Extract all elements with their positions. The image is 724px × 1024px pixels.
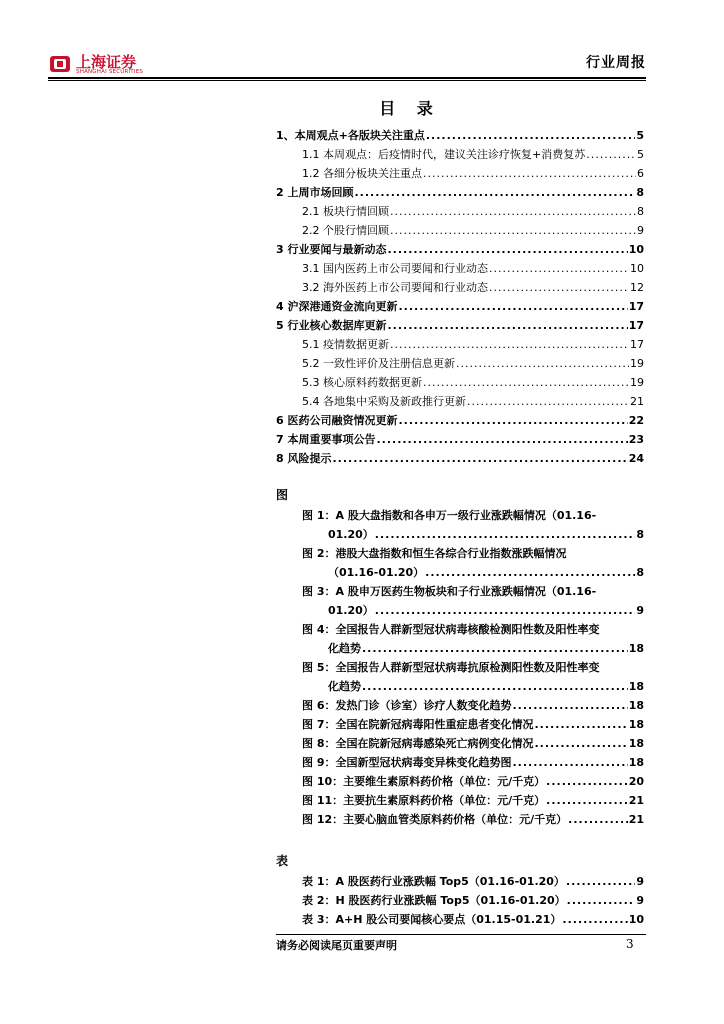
- list-of-figures: [276, 506, 644, 829]
- entry-title: 7 本周重要事项公告: [276, 433, 376, 446]
- entry-page: 6: [637, 167, 644, 180]
- dot-leader: [423, 164, 636, 183]
- list-of-tables: [276, 872, 644, 929]
- figure-entry[interactable]: [276, 810, 644, 829]
- entry-title: 2.2 个股行情回顾: [302, 224, 389, 237]
- toc-entry[interactable]: [276, 316, 644, 335]
- toc-entry[interactable]: [276, 164, 644, 183]
- entry-page: 5: [637, 148, 644, 161]
- dot-leader: [567, 891, 636, 910]
- entry-title: 3.2 海外医药上市公司要闻和行业动态: [302, 281, 488, 294]
- entry-page: 10: [628, 243, 644, 256]
- table-entry[interactable]: [276, 891, 644, 910]
- page-number: 3: [626, 937, 634, 951]
- dot-leader: [512, 753, 627, 772]
- dot-leader: [375, 525, 636, 544]
- entry-title: 5.1 疫情数据更新: [302, 338, 389, 351]
- figure-title-line: 化趋势: [328, 680, 361, 693]
- figure-entry[interactable]: [276, 753, 644, 772]
- dot-leader: [489, 278, 629, 297]
- dot-leader: [456, 354, 629, 373]
- footer-notice: 请务必阅读尾页重要声明: [276, 939, 397, 952]
- entry-page: 22: [628, 414, 644, 427]
- toc-entry[interactable]: [276, 392, 644, 411]
- toc-entry[interactable]: [276, 354, 644, 373]
- page-header: [48, 48, 646, 76]
- dot-leader: [534, 734, 627, 753]
- entry-title: 3.1 国内医药上市公司要闻和行业动态: [302, 262, 488, 275]
- figure-page: 18: [628, 699, 644, 712]
- figure-title-line: （01.16-01.20）: [328, 566, 425, 579]
- entry-title: 2.1 板块行情回顾: [302, 205, 389, 218]
- toc-entry[interactable]: [276, 278, 644, 297]
- entry-title: 2 上周市场回顾: [276, 186, 354, 199]
- figure-page: 21: [628, 794, 644, 807]
- dot-leader: [390, 221, 636, 240]
- table-of-contents: [276, 126, 644, 468]
- toc-entry[interactable]: [276, 126, 644, 145]
- figure-page: 21: [628, 813, 644, 826]
- dot-leader: [398, 411, 627, 430]
- entry-page: 19: [630, 357, 644, 370]
- toc-entry[interactable]: [276, 449, 644, 468]
- tables-heading: 表: [276, 854, 289, 868]
- dot-leader: [546, 791, 628, 810]
- figure-entry[interactable]: [276, 658, 644, 696]
- entry-title: 1.2 各细分板块关注重点: [302, 167, 422, 180]
- figure-entry[interactable]: [276, 791, 644, 810]
- toc-entry[interactable]: [276, 297, 644, 316]
- toc-entry[interactable]: [276, 240, 644, 259]
- table-entry[interactable]: [276, 872, 644, 891]
- figure-title-line: 图 4：全国报告人群新型冠状病毒核酸检测阳性数及阳性率变: [302, 623, 600, 636]
- figure-page: 18: [628, 642, 644, 655]
- figure-entry[interactable]: [276, 582, 644, 620]
- figure-entry[interactable]: [276, 772, 644, 791]
- figure-title-line: 01.20）: [328, 528, 374, 541]
- figure-title-line: 图 6：发热门诊（诊室）诊疗人数变化趋势: [302, 699, 512, 712]
- dot-leader: [390, 202, 636, 221]
- dot-leader: [534, 715, 627, 734]
- table-page: 9: [636, 894, 644, 907]
- figure-page: 9: [636, 604, 644, 617]
- figure-title-line: 图 3：A 股申万医药生物板块和子行业涨跌幅情况（01.16-: [302, 585, 597, 598]
- dot-leader: [586, 145, 636, 164]
- dot-leader: [568, 810, 628, 829]
- toc-entry[interactable]: [276, 221, 644, 240]
- toc-entry[interactable]: [276, 335, 644, 354]
- figure-title-line: 图 9：全国新型冠状病毒变异株变化趋势图: [302, 756, 512, 769]
- toc-entry[interactable]: [276, 183, 644, 202]
- entry-title: 3 行业要闻与最新动态: [276, 243, 387, 256]
- toc-entry[interactable]: [276, 411, 644, 430]
- figure-entry[interactable]: [276, 734, 644, 753]
- table-title: 表 3：A+H 股公司要闻核心要点（01.15-01.21）: [302, 913, 562, 926]
- entry-title: 1.1 本周观点：后疫情时代，建议关注诊疗恢复+消费复苏: [302, 148, 586, 161]
- entry-title: 5 行业核心数据库更新: [276, 319, 387, 332]
- figure-entry[interactable]: [276, 696, 644, 715]
- entry-page: 10: [630, 262, 644, 275]
- dot-leader: [512, 696, 627, 715]
- figure-title-line: 图 1：A 股大盘指数和各申万一级行业涨跌幅情况（01.16-: [302, 509, 597, 522]
- entry-page: 24: [628, 452, 644, 465]
- dot-leader: [546, 772, 628, 791]
- figure-page: 18: [628, 756, 644, 769]
- entry-page: 8: [637, 205, 644, 218]
- dot-leader: [362, 639, 628, 658]
- logo-chinese-name: 上海证券: [76, 53, 137, 71]
- figure-title-line: 01.20）: [328, 604, 374, 617]
- report-type-title: 行业周报: [586, 55, 646, 71]
- entry-page: 21: [630, 395, 644, 408]
- shanghai-securities-logo-icon: [48, 54, 72, 74]
- header-divider: [48, 77, 646, 79]
- entry-title: 1、本周观点+各版块关注重点: [276, 129, 425, 142]
- entry-page: 8: [636, 186, 644, 199]
- toc-entry[interactable]: [276, 202, 644, 221]
- figure-title-line: 图 10：主要维生素原料药价格（单位：元/千克）: [302, 775, 546, 788]
- entry-title: 5.3 核心原料药数据更新: [302, 376, 422, 389]
- entry-page: 19: [630, 376, 644, 389]
- table-page: 9: [636, 875, 644, 888]
- table-entry[interactable]: [276, 910, 644, 929]
- figure-title-line: 图 11：主要抗生素原料药价格（单位：元/千克）: [302, 794, 546, 807]
- dot-leader: [426, 126, 635, 145]
- toc-entry[interactable]: [276, 145, 644, 164]
- dot-leader: [354, 183, 635, 202]
- dot-leader: [362, 677, 628, 696]
- logo-english-name: SHANGHAI SECURITIES: [76, 69, 144, 75]
- figure-page: 8: [636, 528, 644, 541]
- entry-title: 5.2 一致性评价及注册信息更新: [302, 357, 455, 370]
- entry-page: 17: [628, 319, 644, 332]
- figure-title-line: 图 5：全国报告人群新型冠状病毒抗原检测阳性数及阳性率变: [302, 661, 600, 674]
- entry-page: 23: [628, 433, 644, 446]
- figure-title-line: 图 12：主要心脑血管类原料药价格（单位：元/千克）: [302, 813, 568, 826]
- figure-title-line: 图 2：港股大盘指数和恒生各综合行业指数涨跌幅情况: [302, 547, 567, 560]
- table-title: 表 2：H 股医药行业涨跌幅 Top5（01.16-01.20）: [302, 894, 566, 907]
- figure-entry[interactable]: [276, 506, 644, 544]
- dot-leader: [332, 449, 627, 468]
- footer-divider: [276, 934, 646, 935]
- figure-entry[interactable]: [276, 620, 644, 658]
- entry-title: 5.4 各地集中采购及新政推行更新: [302, 395, 466, 408]
- figure-page: 8: [636, 566, 644, 579]
- dot-leader: [375, 601, 636, 620]
- toc-entry[interactable]: [276, 373, 644, 392]
- figure-title-line: 化趋势: [328, 642, 361, 655]
- dot-leader: [390, 335, 629, 354]
- entry-page: 17: [630, 338, 644, 351]
- figure-entry[interactable]: [276, 715, 644, 734]
- header-divider-thin: [48, 80, 646, 81]
- toc-entry[interactable]: [276, 430, 644, 449]
- dot-leader: [467, 392, 629, 411]
- figure-title-line: 图 7：全国在院新冠病毒阳性重症患者变化情况: [302, 718, 534, 731]
- toc-title: 目 录: [379, 99, 441, 118]
- entry-title: 8 风险提示: [276, 452, 332, 465]
- dot-leader: [425, 563, 635, 582]
- dot-leader: [489, 259, 629, 278]
- table-title: 表 1：A 股医药行业涨跌幅 Top5（01.16-01.20）: [302, 875, 565, 888]
- figure-page: 20: [628, 775, 644, 788]
- dot-leader: [562, 910, 627, 929]
- dot-leader: [398, 297, 627, 316]
- dot-leader: [376, 430, 627, 449]
- entry-page: 5: [636, 129, 644, 142]
- entry-page: 17: [628, 300, 644, 313]
- figure-page: 18: [628, 737, 644, 750]
- dot-leader: [423, 373, 629, 392]
- entry-title: 4 沪深港通资金流向更新: [276, 300, 398, 313]
- entry-page: 9: [637, 224, 644, 237]
- toc-entry[interactable]: [276, 259, 644, 278]
- dot-leader: [387, 240, 627, 259]
- figure-title-line: 图 8：全国在院新冠病毒感染死亡病例变化情况: [302, 737, 534, 750]
- figures-heading: 图: [276, 488, 289, 502]
- dot-leader: [566, 872, 635, 891]
- figure-page: 18: [628, 718, 644, 731]
- figure-entry[interactable]: [276, 544, 644, 582]
- entry-title: 6 医药公司融资情况更新: [276, 414, 398, 427]
- entry-page: 12: [630, 281, 644, 294]
- dot-leader: [387, 316, 627, 335]
- figure-page: 18: [628, 680, 644, 693]
- table-page: 10: [628, 913, 644, 926]
